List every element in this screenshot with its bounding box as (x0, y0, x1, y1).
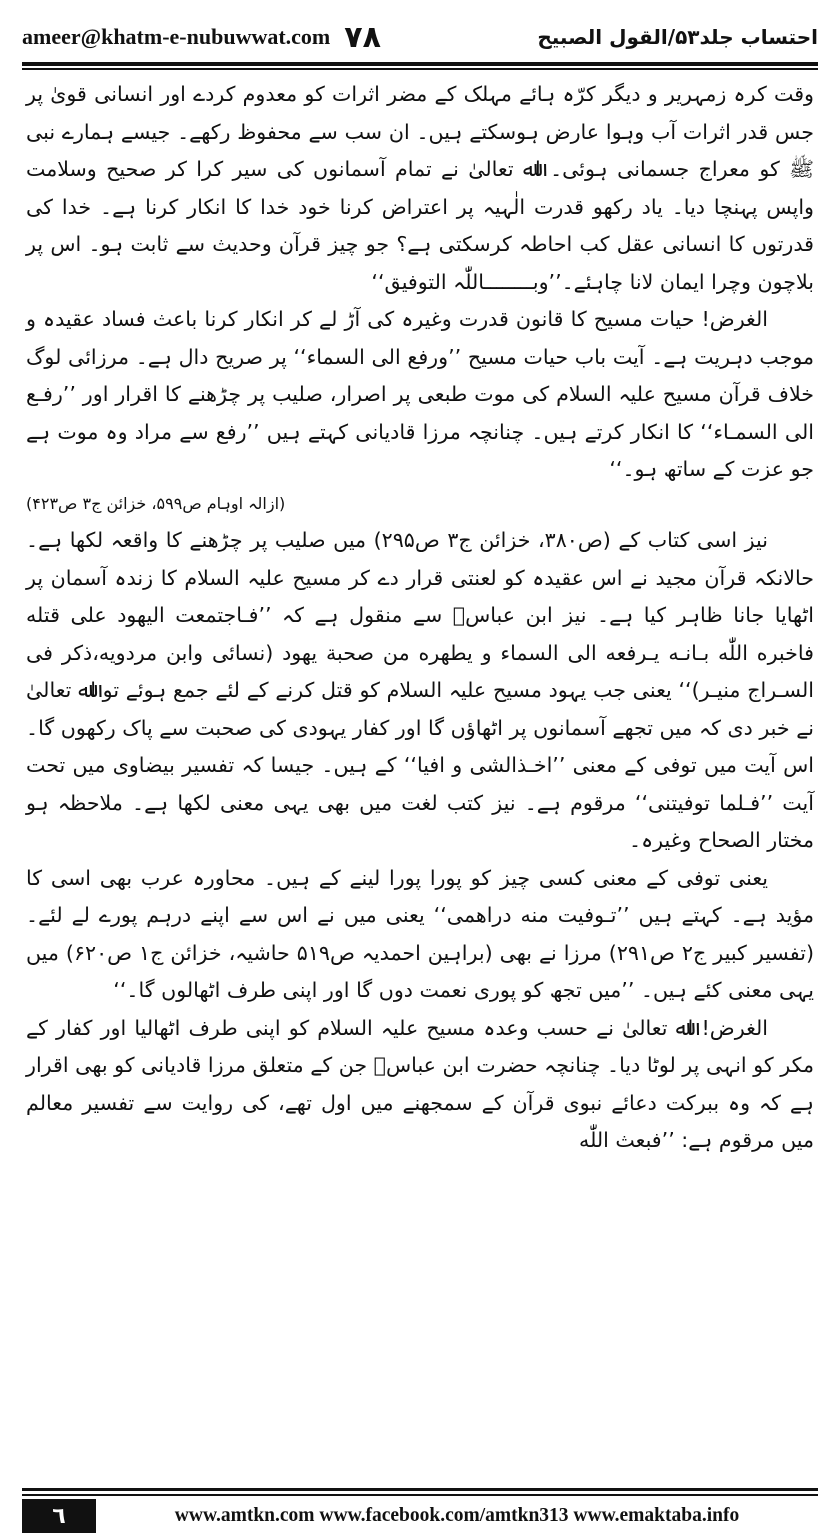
running-title: احتساب جلد۵۳/القول الصبیح (537, 25, 818, 49)
header-left (22, 20, 381, 55)
footer-page-number: ٦ (22, 1499, 96, 1533)
paragraph-5: الغرض! اﷲ تعالیٰ نے حسب وعدہ مسیح علیہ السلام کو اپنی طرف اٹھالیا اور کفار کے مکر کو انہی پر لوٹا دیا۔ چنانچہ حضرت ابن عباسؓ جن کے متعلق مرزا قادیانی کو بھی اقرار ہے کہ وہ ببرکت دعائے نبوی قرآن کے سمجھنے میں اول تھے، کی روایت سے تفسیر معالم میں مرقوم ہے: ’’فبعث اللّٰه (26, 1015, 814, 1152)
paragraph-1: وقت کرہ زمہریر و دیگر کرّہ ہائے مہلک کے مضر اثرات کو معدوم کردے اور انسانی قویٰ پر جس قدر اثرات آب وہوا عارض ہوسکتے ہیں۔ ان سب سے محفوظ رکھے۔ جیسے ہمارے نبی ﷺ کو معراج جسمانی ہوئی۔ اﷲ تعالیٰ نے تمام آسمانوں کی سیر کرا کر صحیح وسلامت واپس پہنچا دیا۔ یاد رکھو قدرت الٰہیہ پر اعتراض کرنا خود خدا کا انکار کرنا ہے۔ خدا کی قدرتوں کا انسانی عقل کب احاطہ کرسکتی ہے؟ جو چیز قرآن وحدیث سے ثابت ہو۔ اس پر بلاچون وچرا ایمان لانا چاہئے۔’’وبــــــــاللّٰہ التوفیق‘‘ (26, 82, 814, 294)
paragraph-2: الغرض! حیات مسیح کا قانون قدرت وغیرہ کی آڑ لے کر انکار کرنا باعث فساد عقیدہ و موجب دہریت ہے۔ آیت باب حیات مسیح ’’ورفع الی السماء‘‘ پر صریح دال ہے۔ مرزائی لوگ خلاف قرآن مسیح علیہ السلام کی موت طبعی پر اصرار، صلیب پر چڑھنے کا اقرار اور ’’رفـع الی السمـاء‘‘ کا انکار کرتے ہیں۔ چنانچہ مرزا قادیانی کہتے ہیں ’’رفع سے مراد وہ موت ہے جو عزت کے ساتھ ہو۔‘‘ (26, 307, 814, 481)
paragraph-4: یعنی توفی کے معنی کسی چیز کو پورا پورا لینے کے ہیں۔ محاورہ عرب بھی اسی کا مؤید ہے۔ کہتے ہیں ’’تـوفیت منه دراهمی‘‘ یعنی میں نے اس سے اپنے درہم پورے لے لئے۔ (تفسیر کبیر ج۲ ص۲۹۱) مرزا نے بھی (براہین احمدیہ ص۵۱۹ حاشیہ، خزائن ج۱ ص۶۲۰) میں یہی معنی کئے ہیں۔ ’’میں تجھ کو پوری نعمت دوں گا اور اپنی طرف اٹھالوں گا۔‘‘ (26, 865, 814, 1002)
footer-rule-thin (22, 1494, 818, 1496)
footer-urls[interactable]: www.amtkn.com www.facebook.com/amtkn313 www.emaktaba.info (174, 1505, 740, 1526)
header-email[interactable]: ameer@khatm-e-nubuwwat.com (22, 24, 331, 49)
header-page-number: ٧٨ (344, 19, 381, 55)
page-header (22, 14, 818, 60)
page-footer (22, 1498, 818, 1534)
footer-rule-thick (22, 1488, 818, 1491)
page-body (26, 76, 814, 1466)
header-rule-thick (22, 62, 818, 66)
citation-reference: (ازالہ اوہام ص۵۹۹، خزائن ج۳ ص۴۲۳) (26, 493, 286, 513)
paragraph-3: نیز اسی کتاب کے (ص۳۸۰، خزائن ج۳ ص۲۹۵) میں صلیب پر چڑھنے کا واقعہ لکھا ہے۔ حالانکہ قرآن مجید نے اس عقیدہ کو لعنتی قرار دے کر مسیح علیہ السلام کا زندہ آسمان پر اٹھایا جانا ظاہر کیا ہے۔ نیز ابن عباسؓ سے منقول ہے کہ ’’فـاجتمعت الیهود علی قتله فاخبره اللّٰه بـانـه یـرفعه الی السماء و یطهره من صحبة یهود (نسائی وابن مردویه،ذکر فی السـراج منیـر)‘‘ یعنی جب یہود مسیح علیہ السلام کو قتل کرنے کے لئے جمع ہوئے تو اﷲ تعالیٰ نے خبر دی کہ میں تجھے آسمانوں پر اٹھاؤں گا اور کفار یہودی کی صحبت سے پاک رکھوں گا۔ اس آیت میں توفی کے معنی ’’اخـذالشی و افیا‘‘ کے ہیں۔ جیسا کہ تفسیر بیضاوی میں تحت آیت ’’فـلما توفیتنی‘‘ مرقوم ہے۔ نیز کتب لغت میں بھی یہی معنی لکھا ہے۔ ملاحظہ ہو مختار الصحاح وغیرہ۔ (26, 528, 814, 852)
header-rule-thin (22, 68, 818, 70)
